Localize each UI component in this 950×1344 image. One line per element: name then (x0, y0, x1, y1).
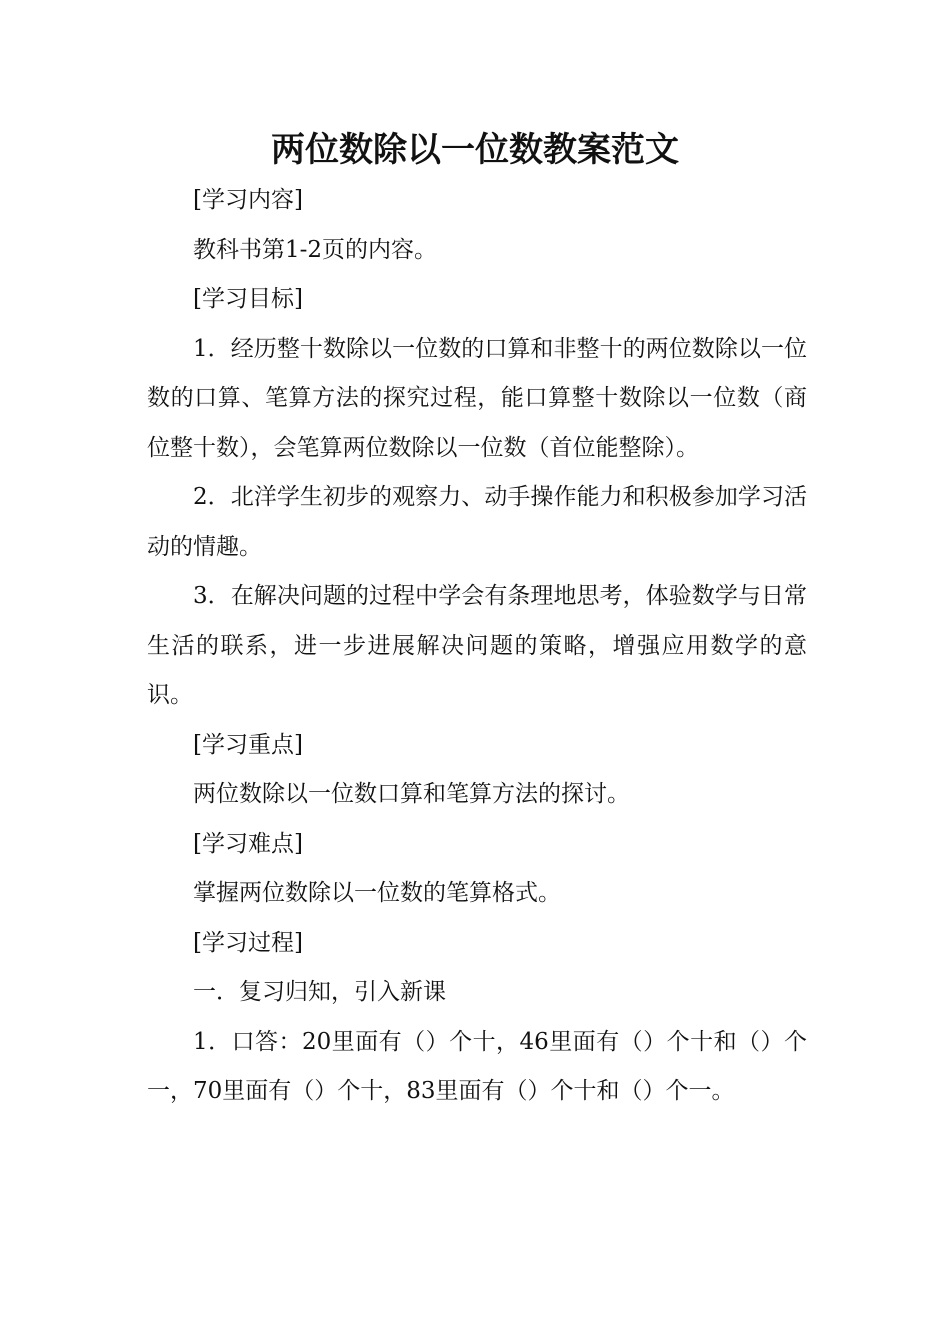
document-body (147, 176, 807, 1117)
process-step-heading: 一．复习归知，引入新课 (193, 979, 446, 1005)
objective-item-2: 2．北洋学生初步的观察力、动手操作能力和积极参加学习活动的情趣。 (147, 484, 807, 560)
section-heading-key-points: [学习重点] (193, 731, 303, 758)
paragraph-difficulties: 掌握两位数除以一位数的笔算格式。 (193, 880, 561, 906)
section-heading-process: [学习过程] (193, 929, 303, 956)
section-heading-content: [学习内容] (193, 187, 303, 213)
document-title: 两位数除以一位数教案范文 (271, 130, 679, 170)
objective-item-3: 3．在解决问题的过程中学会有条理地思考，体验数学与日常生活的联系，进一步进展解决问题的策略，增强应用数学的意识。 (147, 583, 807, 708)
paragraph-content: 教科书第1-2页的内容。 (193, 236, 438, 263)
process-step-item-1: 1．口答：20里面有（）个十，46里面有（）个十和（）个一，70里面有（）个十，83里面有（）个十和（）个一。 (147, 1028, 807, 1104)
section-heading-objectives: [学习目标] (193, 286, 303, 312)
paragraph-key-points: 两位数除以一位数口算和笔算方法的探讨。 (193, 781, 630, 807)
objective-item-1: 1．经历整十数除以一位数的口算和非整十的两位数除以一位数的口算、笔算方法的探究过程，能口算整十数除以一位数（商位整十数），会笔算两位数除以一位数（首位能整除）。 (147, 335, 807, 461)
section-heading-difficulties: [学习难点] (193, 830, 303, 857)
